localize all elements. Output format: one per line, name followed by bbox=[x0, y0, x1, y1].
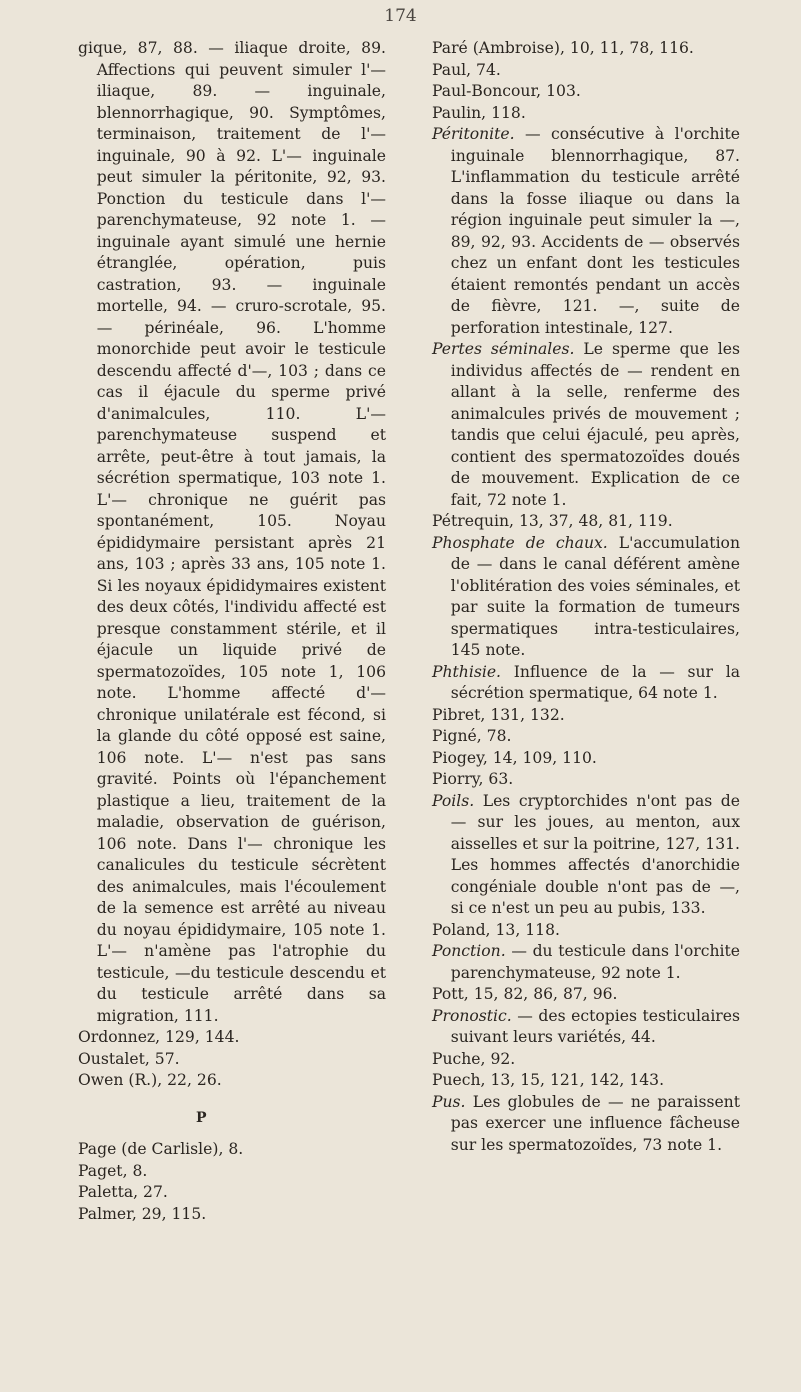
index-entry: Ordonnez, 129, 144. bbox=[78, 1028, 240, 1046]
index-entry: Owen (R.), 22, 26. bbox=[78, 1071, 222, 1089]
index-entry: Puech, 13, 15, 121, 142, 143. bbox=[432, 1071, 665, 1089]
index-entry: Pertes séminales. Le sperme que les individus affectés de — rendent en allant à la selle, renferme des animalcules privés de mouvement ; tandis que celui éjaculé, peu après, contient des spermatozoïdes doués de mouvement. Explication de ce fait, 72 note 1. bbox=[432, 340, 740, 509]
left-column bbox=[78, 38, 386, 1225]
index-entry: Phosphate de chaux. L'accumulation de — dans le canal déférent amène l'oblitération des voies séminales, et par suite la formation de tumeurs spermatiques intra-testiculaires, 145 note. bbox=[432, 533, 740, 659]
index-entry: Piorry, 63. bbox=[432, 770, 514, 788]
section-letter: P bbox=[196, 1109, 207, 1126]
index-entry: Paletta, 27. bbox=[78, 1183, 168, 1201]
index-entry: gique, 87, 88. — iliaque droite, 89. Affections qui peuvent simuler l'— iliaque, 89. — inguinale, blennorrhagique, 90. Symptômes, terminaison, traitement de l'— inguinale, 90 à 92. L'— inguinale peut simuler la péritonite, 92, 93. Ponction du testicule dans l'— parenchymateuse, 92 note 1. — inguinale ayant simulé une hernie étranglée, opération, puis castration, 93. — inguinale mortelle, 94. — cruro-scrotale, 95. — périnéale, 96. L'homme monorchide peut avoir le testicule descendu affecté d'—, 103 ; dans ce cas il éjacule du sperme privé d'animalcules, 110. L'— parenchymateuse suspend et arrête, peut-être à tout jamais, la sécrétion spermatique, 103 note 1. L'— chronique ne guérit pas spontanément, 105. Noyau épididymaire persistant après 21 ans, 103 ; après 33 ans, 105 note 1. Si les noyaux épididymaires existent des deux côtés, l'individu affecté est presque constamment stérile, et il éjacule un liquide privé de spermatozoïdes, 105 note 1, 106 note. L'homme affecté d'—chronique unilatérale est fécond, si la glande du côté opposé est saine, 106 note. L'— n'est pas sans gravité. Points où l'épanchement plastique a lieu, traitement de la maladie, observation de guérison, 106 note. Dans l'— chronique les canalicules du testicule sécrètent des animalcules, mais l'écoulement de la semence est arrêté au niveau du noyau épididymaire, 105 note 1. L'— n'amène pas l'atrophie du testicule, —du testicule descendu et du testicule arrêté dans sa migration, 111. bbox=[78, 39, 386, 1025]
index-entry: Palmer, 29, 115. bbox=[78, 1204, 207, 1223]
index-entry: Pott, 15, 82, 86, 87, 96. bbox=[432, 985, 618, 1003]
index-entry: Pronostic. — des ectopies testiculaires suivant leurs variétés, 44. bbox=[432, 1006, 740, 1046]
index-entry: Ponction. — du testicule dans l'orchite parenchymateuse, 92 note 1. bbox=[432, 942, 740, 982]
index-entry: Pibret, 131, 132. bbox=[432, 705, 565, 724]
index-entry: Poils. Les cryptorchides n'ont pas de — sur les joues, au menton, aux aisselles et sur la poitrine, 127, 131. Les hommes affectés d'anorchidie congéniale double n'ont pas de —, si ce n'est un peu au pubis, 133. bbox=[432, 791, 740, 917]
index-entry: Paré (Ambroise), 10, 11, 78, 116. bbox=[432, 39, 694, 57]
index-entry: Page (de Carlisle), 8. bbox=[78, 1140, 244, 1158]
index-entry: Phthisie. Influence de la — sur la sécrétion spermatique, 64 note 1. bbox=[432, 662, 740, 702]
index-entry: Pigné, 78. bbox=[432, 727, 512, 745]
index-entry: Paul-Boncour, 103. bbox=[432, 82, 581, 100]
index-entry: Pétrequin, 13, 37, 48, 81, 119. bbox=[432, 512, 673, 530]
index-entry: Piogey, 14, 109, 110. bbox=[432, 748, 597, 767]
index-entry: Péritonite. — consécutive à l'orchite inguinale blennorrhagique, 87. L'inflammation du testicule arrêté dans la fosse iliaque ou dans la région inguinale peut simuler la —, 89, 92, 93. Accidents de — observés chez un enfant dont les testicules étaient remontés pendant un accès de fièvre, 121. —, suite de perforation intestinale, 127. bbox=[432, 125, 740, 337]
index-entry: Poland, 13, 118. bbox=[432, 920, 560, 939]
page-number: 174 bbox=[384, 6, 417, 26]
index-entry: Paul, 74. bbox=[432, 60, 501, 79]
index-entry: Paulin, 118. bbox=[432, 103, 526, 122]
index-entry: Pus. Les globules de — ne paraissent pas exercer une influence fâcheuse sur les spermatozoïdes, 73 note 1. bbox=[432, 1092, 740, 1154]
index-entry: Oustalet, 57. bbox=[78, 1049, 180, 1068]
right-column bbox=[432, 38, 740, 1156]
index-entry: Puche, 92. bbox=[432, 1049, 516, 1068]
index-entry: Paget, 8. bbox=[78, 1161, 148, 1180]
